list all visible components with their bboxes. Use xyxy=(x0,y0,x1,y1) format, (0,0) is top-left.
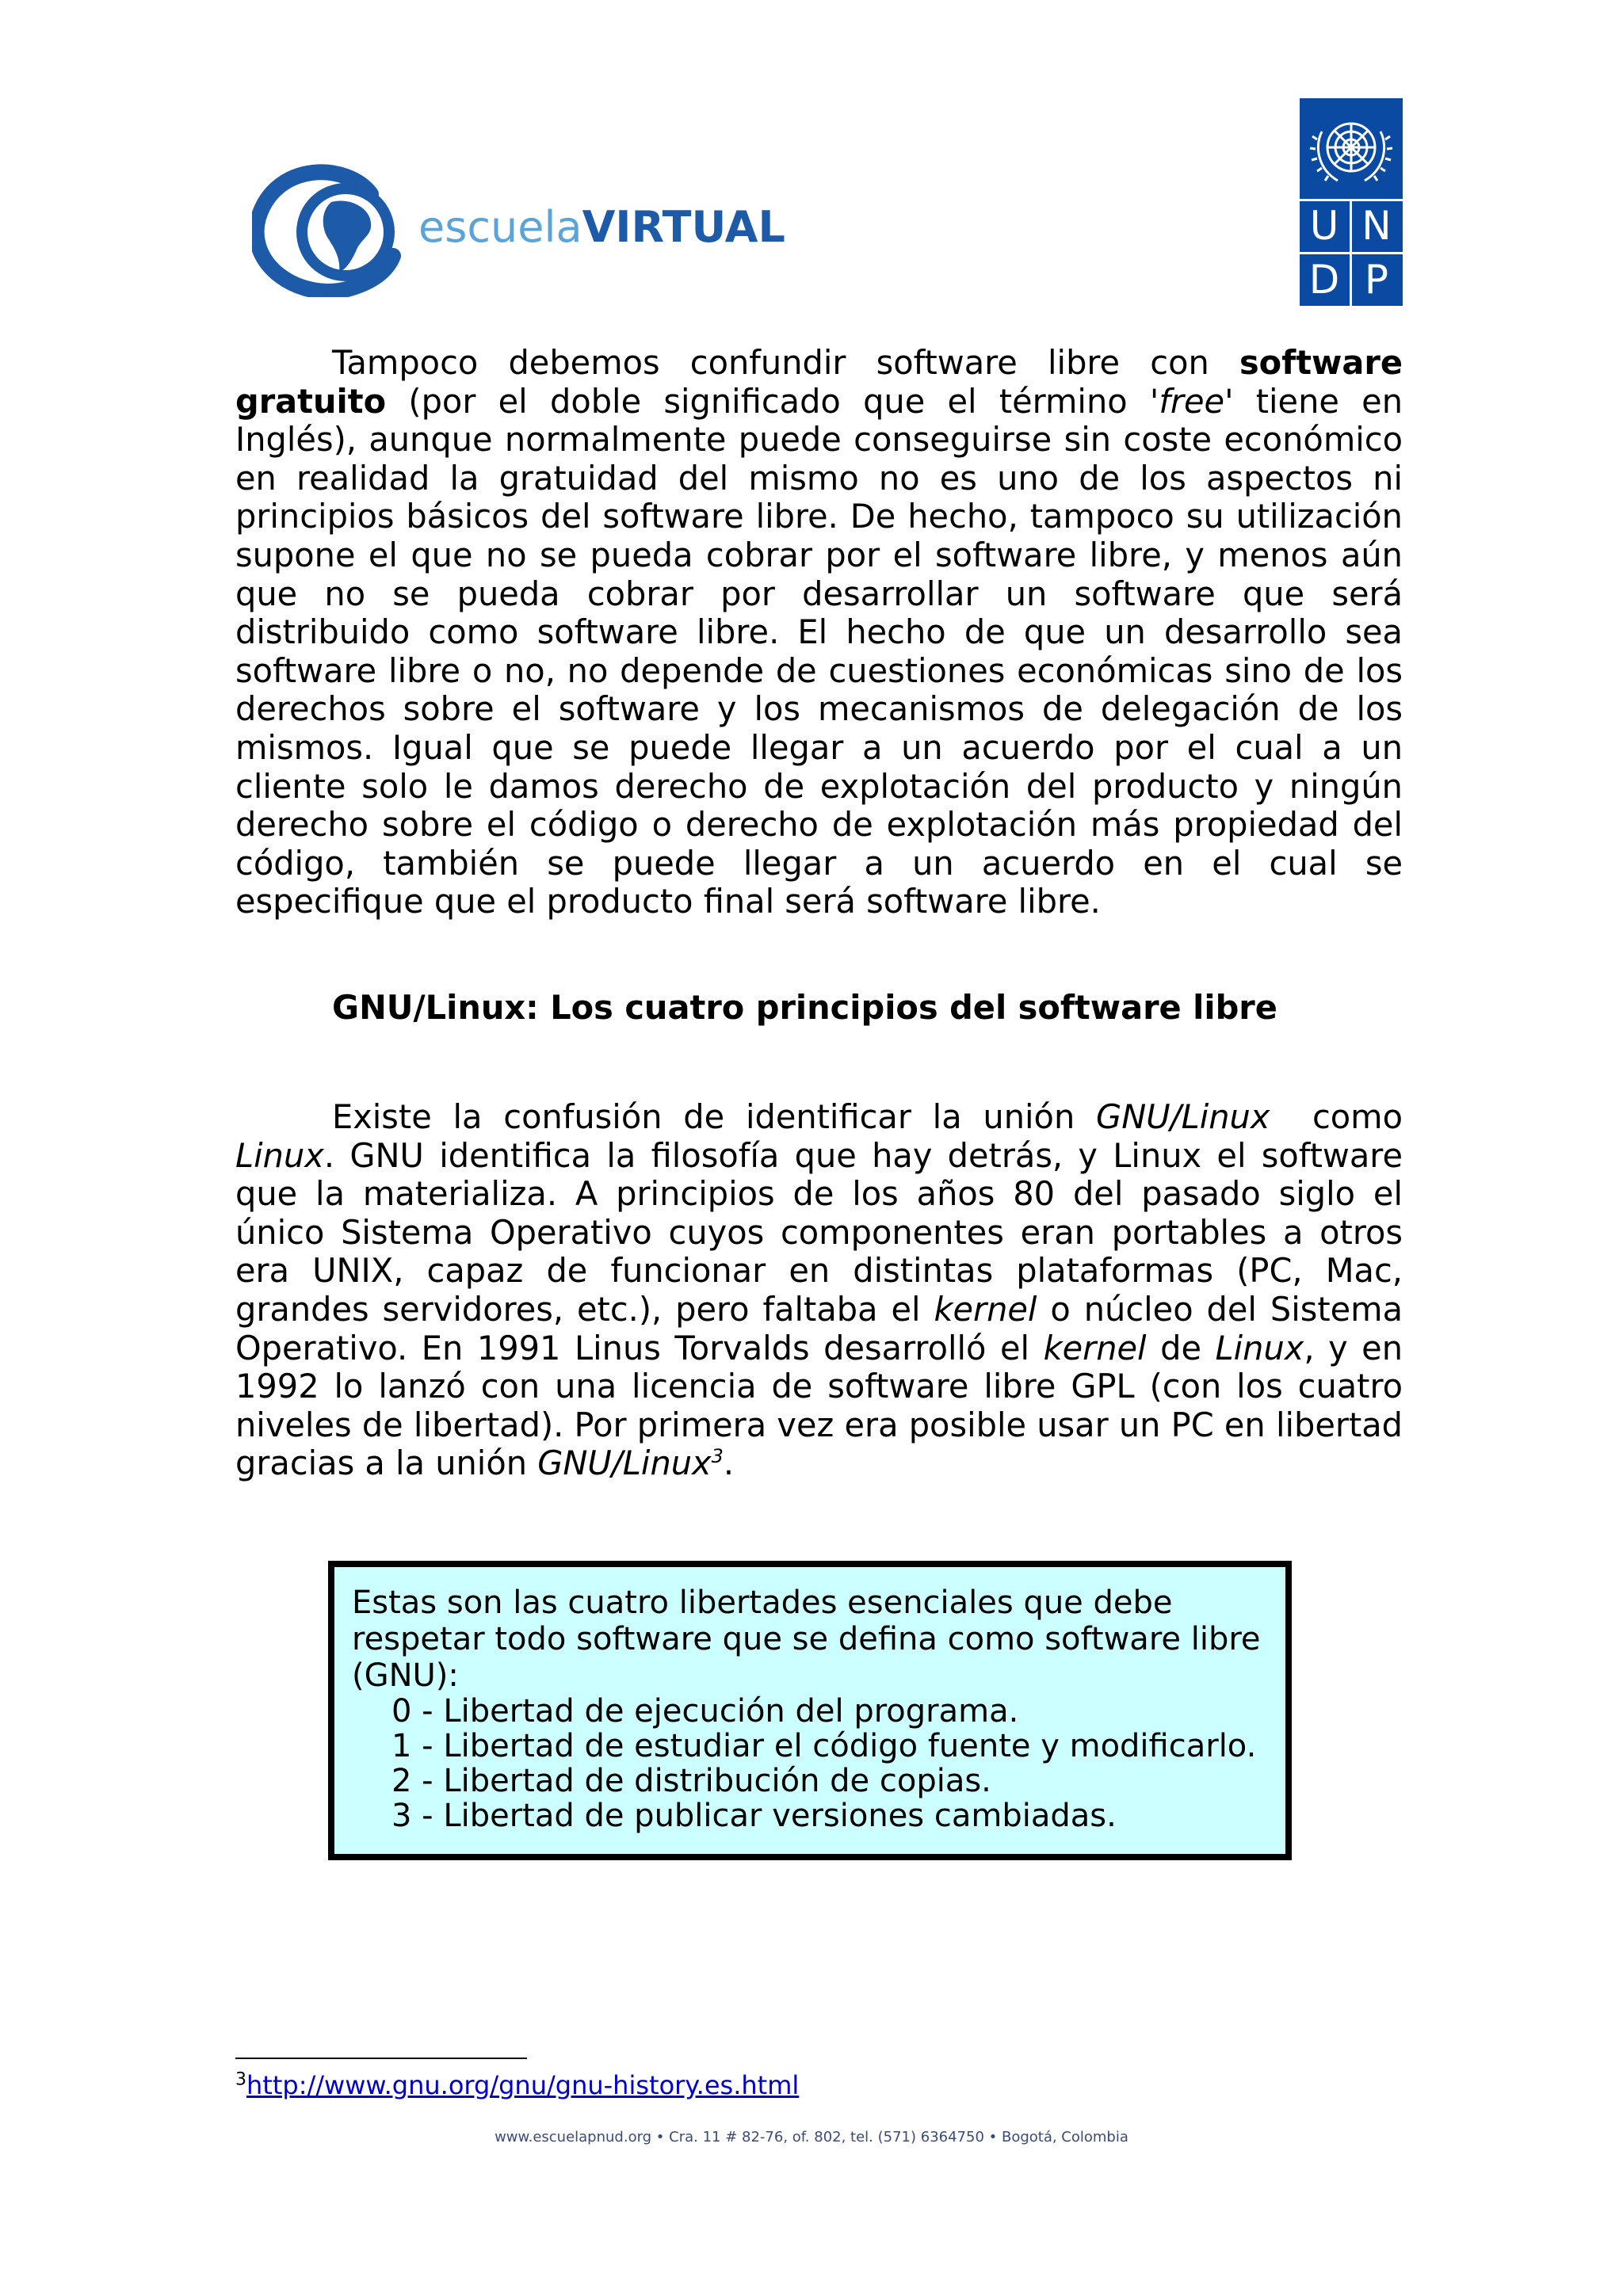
undp-logo xyxy=(1300,98,1403,306)
paragraph-gnu-linux xyxy=(235,1097,1414,1483)
footnote xyxy=(235,2069,799,2101)
freedoms-list xyxy=(391,1694,1256,1833)
para2-i6: GNU/Linux xyxy=(537,1444,712,1483)
para2-i4: kernel xyxy=(1043,1328,1147,1367)
para1-bold: software gratuito xyxy=(235,343,1403,421)
un-emblem-icon xyxy=(1300,98,1403,200)
para2-i3: kernel xyxy=(934,1289,1037,1329)
para2-s5: de xyxy=(1146,1328,1216,1367)
section-heading: GNU/Linux: Los cuatro principios del software libre xyxy=(332,988,1277,1027)
para1-rest: ' tiene en Inglés), aunque normalmente puede conseguirse sin coste económico en realidad la gratuidad del mismo no es uno de los aspectos ni principios básicos del software libre. De hecho, tampoco su utilización supone el que no se pueda cobrar por el software libre, y menos aún que no se pueda cobrar por desarrollar un software que será distribuido como software libre. El hecho de que un desarrollo sea software libre o no, no depende de cuestiones económicas sino de los derechos sobre el software y los mecanismos de delegación de los mismos. Igual que se puede llegar a un acuerdo por el cual a un cliente solo le damos derecho de explotación del producto y ningún derecho sobre el código o derecho de explotación más propiedad del código, también se puede llegar a un acuerdo en el cual se especifique que el producto final será software libre. xyxy=(235,381,1403,921)
para1-italic: free xyxy=(1159,381,1225,421)
para2-s3: . GNU identifica la filosofía que hay detrás, y Linux el software que la materializa. A principios de los años 80 del pasado siglo el único Sistema Operativo cuyos componentes eran portables a otros era UNIX, capaz de funcionar en distintas plataformas (PC, Mac, grandes servidores, etc.), pero faltaba el xyxy=(235,1135,1403,1329)
freedoms-intro: Estas son las cuatro libertades esenciales que debe respetar todo software que se defina como software libre (GNU): xyxy=(352,1585,1261,1694)
page-footer-contact: www.escuelapnud.org • Cra. 11 # 82-76, of. 802, tel. (571) 6364750 • Bogotá, Colombia xyxy=(495,2129,1128,2145)
escuela-virtual-wordmark xyxy=(418,204,785,251)
undp-letter-u: U xyxy=(1309,203,1339,249)
wordmark-bold: VIRTUAL xyxy=(582,202,785,252)
para1-mid: (por el doble significado que el término ' xyxy=(386,381,1159,421)
para2-s2: como xyxy=(1270,1097,1414,1136)
escuela-virtual-logo xyxy=(252,162,785,297)
para2-s4: o núcleo del Sistema Operativo. En 1991 Linus Torvalds desarrolló el xyxy=(235,1289,1403,1367)
undp-letter-d: D xyxy=(1308,257,1340,303)
para2-i5: Linux xyxy=(1215,1328,1304,1367)
footnote-link[interactable]: http://www.gnu.org/gnu/gnu-history.es.html xyxy=(246,2070,800,2100)
para2-end: . xyxy=(723,1444,735,1483)
list-item: 1 - Libertad de estudiar el código fuente y modificarlo. xyxy=(391,1728,1257,1764)
para2-i2: Linux xyxy=(235,1135,324,1175)
undp-letter-n: N xyxy=(1361,203,1392,249)
footnote-number: 3 xyxy=(235,2069,246,2090)
four-freedoms-box xyxy=(328,1561,1292,1860)
wordmark-light: escuela xyxy=(418,202,582,252)
para2-s1: Existe la confusión de identificar la unión xyxy=(332,1097,1097,1136)
para2-s6: , y en 1992 lo lanzó con una licencia de software libre GPL (con los cuatro niveles de libertad). Por primera vez era posible usar un PC en libertad gracias a la unión xyxy=(235,1328,1403,1483)
undp-letter-p: P xyxy=(1364,257,1389,303)
footnote-divider xyxy=(235,2058,527,2059)
footnote-reference[interactable]: 3 xyxy=(711,1445,724,1468)
list-item: 2 - Libertad de distribución de copias. xyxy=(391,1763,991,1799)
para1-lead: Tampoco debemos confundir software libre con xyxy=(332,343,1239,382)
globe-at-icon xyxy=(252,162,411,297)
paragraph-software-gratuito xyxy=(235,344,1403,921)
list-item: 3 - Libertad de publicar versiones cambiadas. xyxy=(391,1798,1117,1834)
para2-i1: GNU/Linux xyxy=(1096,1097,1270,1136)
list-item: 0 - Libertad de ejecución del programa. xyxy=(391,1693,1019,1730)
